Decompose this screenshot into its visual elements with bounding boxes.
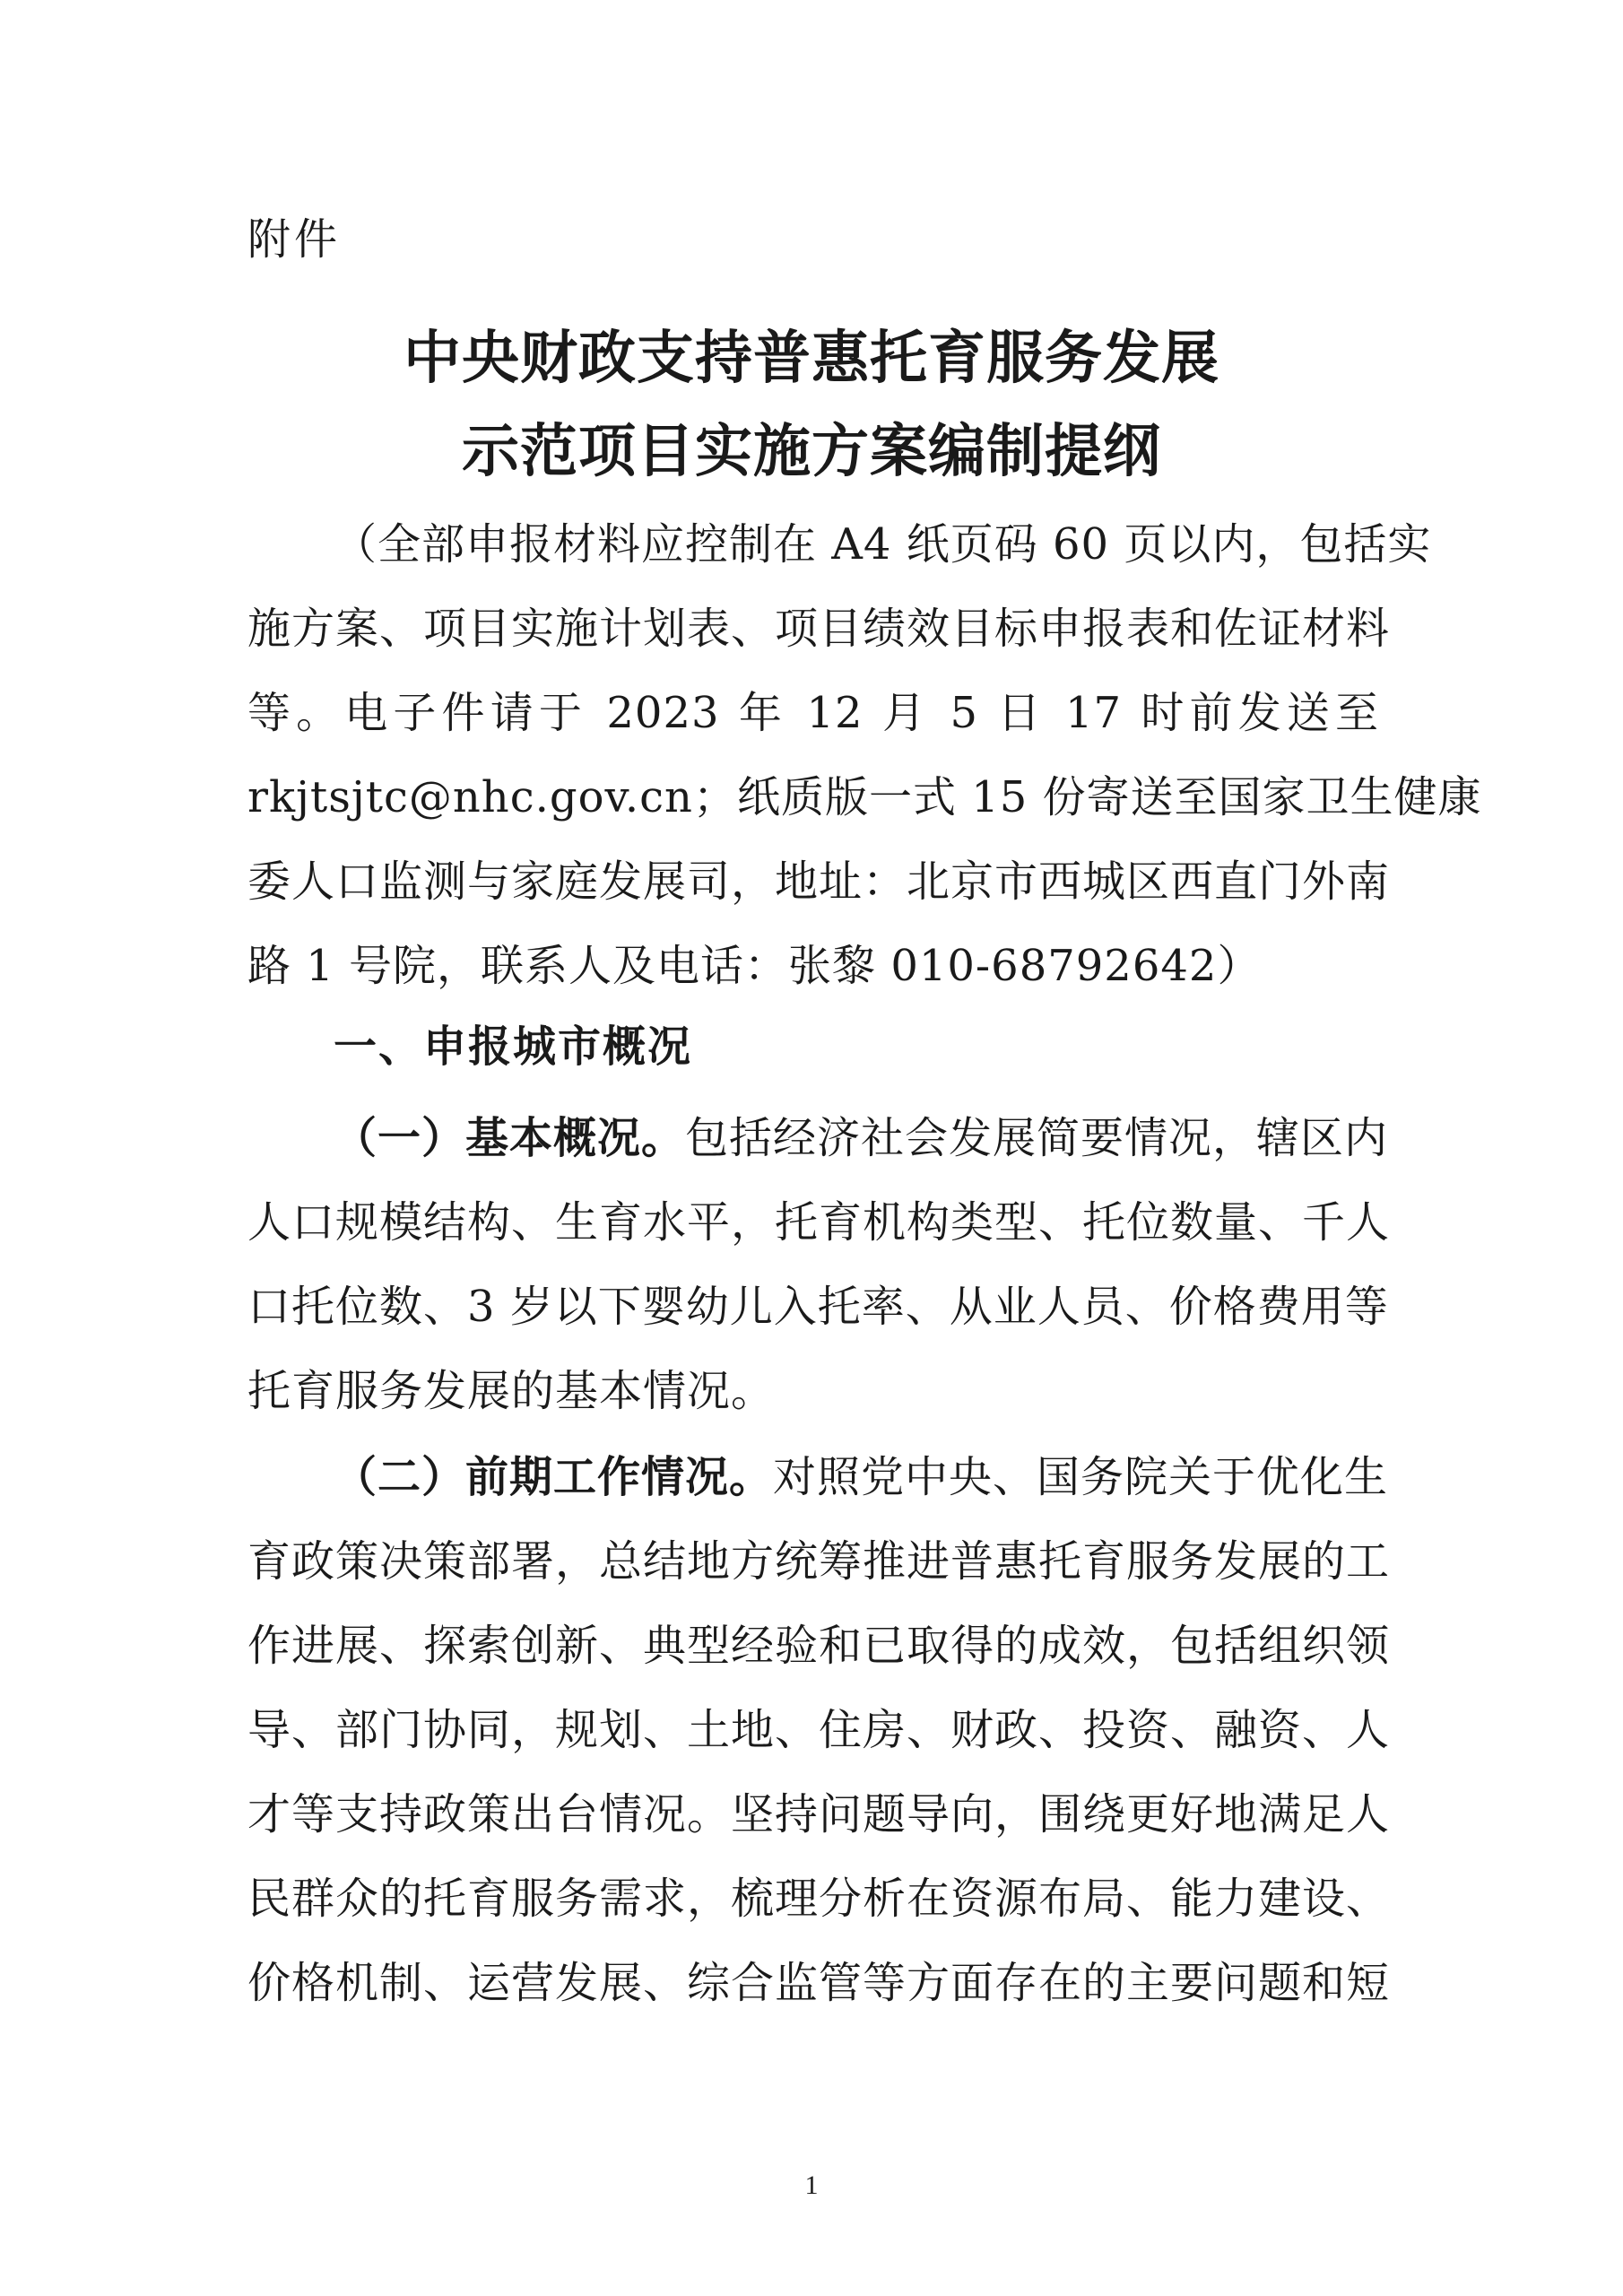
document-title-line-1: 中央财政支持普惠托育服务发展 [404,325,1219,392]
attachment-label: 附件 [247,214,342,265]
paragraph-line: 民群众的托育服务需求，梳理分析在资源布局、能力建设、 [247,1874,1391,1924]
note-line: 等。电子件请于 2023 年 12 月 5 日 17 时前发送至 [247,688,1379,738]
paragraph-text: 对照党中央、国务院关于优化生 [773,1452,1389,1502]
paragraph-text: 包括经济社会发展简要情况，辖区内 [685,1113,1389,1163]
paragraph-first-line [247,1096,1389,1180]
paragraph-line: 育政策决策部署，总结地方统筹推进普惠托育服务发展的工 [247,1536,1391,1587]
paragraph-line: 口托位数、3 岁以下婴幼儿入托率、从业人员、价格费用等 [247,1282,1389,1332]
section-heading-1: 一、申报城市概况 [334,1022,693,1072]
subsection-heading: （二）前期工作情况。 [334,1452,774,1502]
paragraph-line: 人口规模结构、生育水平，托育机构类型、托位数量、千人 [247,1197,1391,1248]
note-line: （全部申报材料应控制在 A4 纸页码 60 页以内，包括实 [334,519,1432,570]
document-title-line-2: 示范项目实施方案编制提纲 [462,418,1161,485]
paragraph-line: 才等支持政策出台情况。坚持问题导向，围绕更好地满足人 [247,1789,1391,1839]
submission-note [247,502,1482,1008]
section-1-1-paragraph [247,1096,1391,1433]
section-1-2-paragraph [247,1435,1391,2025]
paragraph-line: 导、部门协同，规划、土地、住房、财政、投资、融资、人 [247,1705,1391,1755]
paragraph-first-line [247,1435,1389,1519]
note-line: 路 1 号院，联系人及电话：张黎 010-68792642） [247,941,1262,991]
note-line: rkjtsjtc@nhc.gov.cn；纸质版一式 15 份寄送至国家卫生健康 [247,772,1482,822]
note-line: 委人口监测与家庭发展司，地址：北京市西城区西直门外南 [247,857,1391,907]
note-line: 施方案、项目实施计划表、项目绩效目标申报表和佐证材料 [247,604,1391,654]
paragraph-line: 价格机制、运营发展、综合监管等方面存在的主要问题和短 [247,1958,1391,2008]
page-number: 1 [804,2170,819,2200]
paragraph-line: 作进展、探索创新、典型经验和已取得的成效，包括组织领 [247,1621,1391,1671]
paragraph-line: 托育服务发展的基本情况。 [247,1366,776,1416]
subsection-heading: （一）基本概况。 [334,1113,686,1163]
